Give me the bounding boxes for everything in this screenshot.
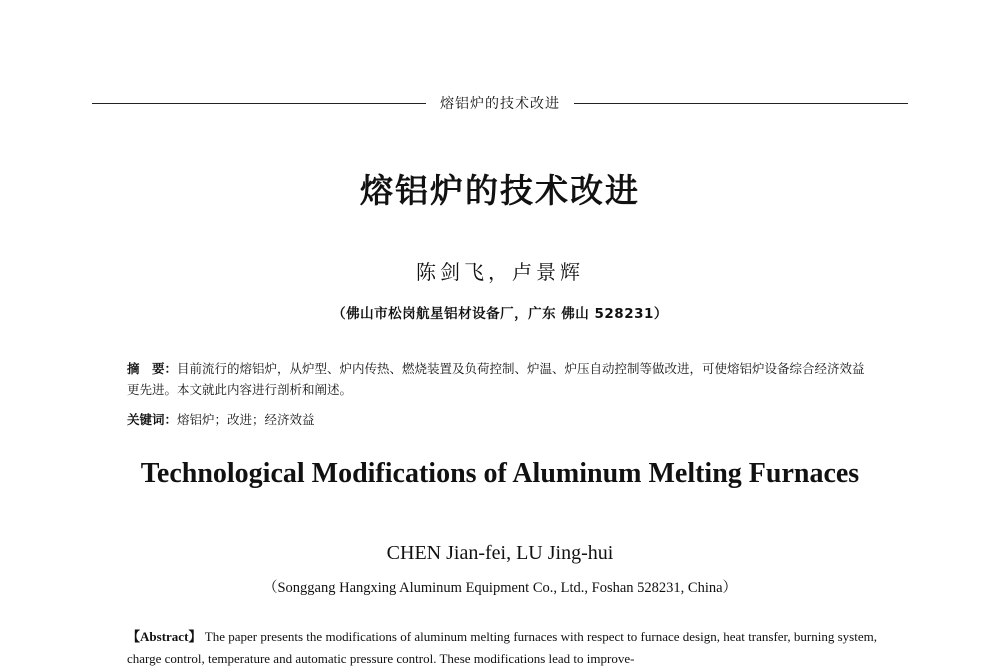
chinese-authors: 陈剑飞，卢景辉 — [416, 260, 584, 284]
running-header — [92, 92, 908, 114]
chinese-abstract — [127, 358, 877, 400]
english-authors: CHEN Jian-fei, LU Jing-hui — [386, 542, 614, 564]
chinese-abstract-label: 摘 要： — [127, 361, 178, 376]
english-abstract-label: 【Abstract】 — [127, 629, 202, 644]
chinese-keywords — [127, 410, 877, 430]
chinese-title: 熔铝炉的技术改进 — [360, 171, 640, 210]
chinese-affiliation: （佛山市松岗航星铝材设备厂，广东 佛山 528231） — [332, 306, 668, 322]
english-abstract-text: The paper presents the modifications of aluminum melting furnaces with respect to furnace design, heat transfer, burning system, charge control, temperature and automatic pressure control. These modifications lead to improve- — [127, 629, 877, 666]
english-abstract — [127, 626, 877, 670]
chinese-keywords-text: 熔铝炉；改进；经济效益 — [177, 412, 315, 427]
english-affiliation: （Songgang Hangxing Aluminum Equipment Co., Ltd., Foshan 528231, China） — [262, 580, 738, 596]
header-rule-left — [92, 103, 426, 104]
chinese-keywords-label: 关键词： — [127, 412, 178, 427]
running-header-text: 熔铝炉的技术改进 — [440, 96, 560, 112]
english-title: Technological Modifications of Aluminum Melting Furnaces — [140, 458, 860, 489]
chinese-abstract-text: 目前流行的熔铝炉，从炉型、炉内传热、燃烧装置及负荷控制、炉温、炉压自动控制等做改进，可使熔铝炉设备综合经济效益更先进。本文就此内容进行剖析和阐述。 — [127, 361, 865, 397]
header-rule-right — [574, 103, 908, 104]
